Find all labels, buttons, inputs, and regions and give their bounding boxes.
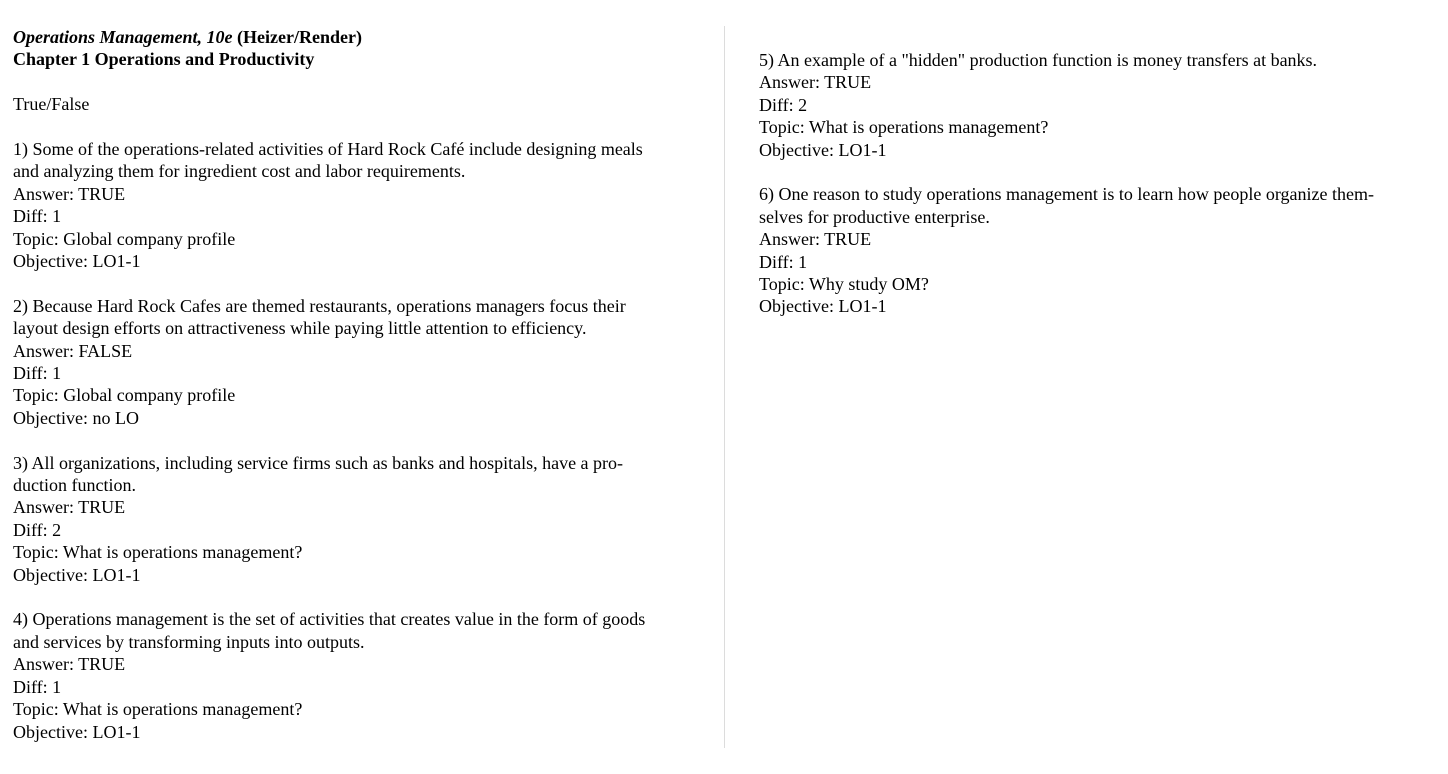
book-title-line xyxy=(13,26,703,48)
question-diff: Diff: 2 xyxy=(13,519,62,540)
question-topic: Topic: What is operations management? xyxy=(13,542,303,563)
question-answer: Answer: TRUE xyxy=(13,183,126,204)
question-answer: Answer: TRUE xyxy=(759,72,872,93)
question-objective: Objective: LO1-1 xyxy=(13,721,141,742)
chapter-title: Chapter 1 Operations and Productivity xyxy=(13,49,315,70)
question-6 xyxy=(759,183,1429,317)
question-text-line: 1) Some of the operations-related activities of Hard Rock Café include designing meals xyxy=(13,139,643,159)
question-text-line: layout design efforts on attractiveness while paying little attention to efficiency. xyxy=(13,318,587,339)
question-topic: Topic: What is operations management? xyxy=(13,699,303,720)
left-column xyxy=(13,26,703,743)
book-title: Operations Management, 10e xyxy=(13,27,233,47)
spacer xyxy=(13,586,703,608)
question-diff: Diff: 1 xyxy=(13,363,62,384)
question-text-line: 5) An example of a "hidden" production function is money transfers at banks. xyxy=(759,50,1318,70)
question-objective: Objective: no LO xyxy=(13,407,139,428)
question-answer: Answer: TRUE xyxy=(13,497,126,518)
spacer xyxy=(13,71,703,93)
spacer xyxy=(13,272,703,294)
question-topic: Topic: What is operations management? xyxy=(759,117,1049,138)
question-diff: Diff: 2 xyxy=(759,94,808,115)
question-topic: Topic: Global company profile xyxy=(13,228,236,249)
question-topic: Topic: Why study OM? xyxy=(759,274,929,295)
question-2 xyxy=(13,295,703,429)
question-objective: Objective: LO1-1 xyxy=(13,251,141,272)
right-column xyxy=(759,49,1429,318)
question-text-line: and analyzing them for ingredient cost and labor requirements. xyxy=(13,161,466,182)
question-diff: Diff: 1 xyxy=(759,251,808,272)
question-text-line: 4) Operations management is the set of activities that creates value in the form of goods xyxy=(13,609,646,630)
column-divider xyxy=(724,26,725,748)
question-3 xyxy=(13,452,703,586)
question-answer: Answer: TRUE xyxy=(759,229,872,250)
question-diff: Diff: 1 xyxy=(13,206,62,227)
spacer xyxy=(13,116,703,138)
question-objective: Objective: LO1-1 xyxy=(13,564,141,585)
question-text-line: and services by transforming inputs into outputs. xyxy=(13,631,365,652)
section-label: True/False xyxy=(13,94,90,115)
question-1 xyxy=(13,138,703,272)
question-text-line: 6) One reason to study operations management is to learn how people organize them- xyxy=(759,184,1374,205)
spacer xyxy=(759,161,1429,183)
question-text-line: selves for productive enterprise. xyxy=(759,206,990,227)
question-4 xyxy=(13,608,703,742)
question-5 xyxy=(759,49,1429,161)
question-answer: Answer: TRUE xyxy=(13,654,126,675)
spacer xyxy=(13,429,703,451)
question-objective: Objective: LO1-1 xyxy=(759,296,887,317)
book-authors: (Heizer/Render) xyxy=(232,27,362,47)
question-text-line: 2) Because Hard Rock Cafes are themed restaurants, operations managers focus their xyxy=(13,295,626,316)
question-text-line: duction function. xyxy=(13,475,136,496)
question-topic: Topic: Global company profile xyxy=(13,385,236,406)
question-objective: Objective: LO1-1 xyxy=(759,139,887,160)
question-text-line: 3) All organizations, including service firms such as banks and hospitals, have a pro- xyxy=(13,452,624,473)
question-diff: Diff: 1 xyxy=(13,676,62,697)
question-answer: Answer: FALSE xyxy=(13,340,133,361)
